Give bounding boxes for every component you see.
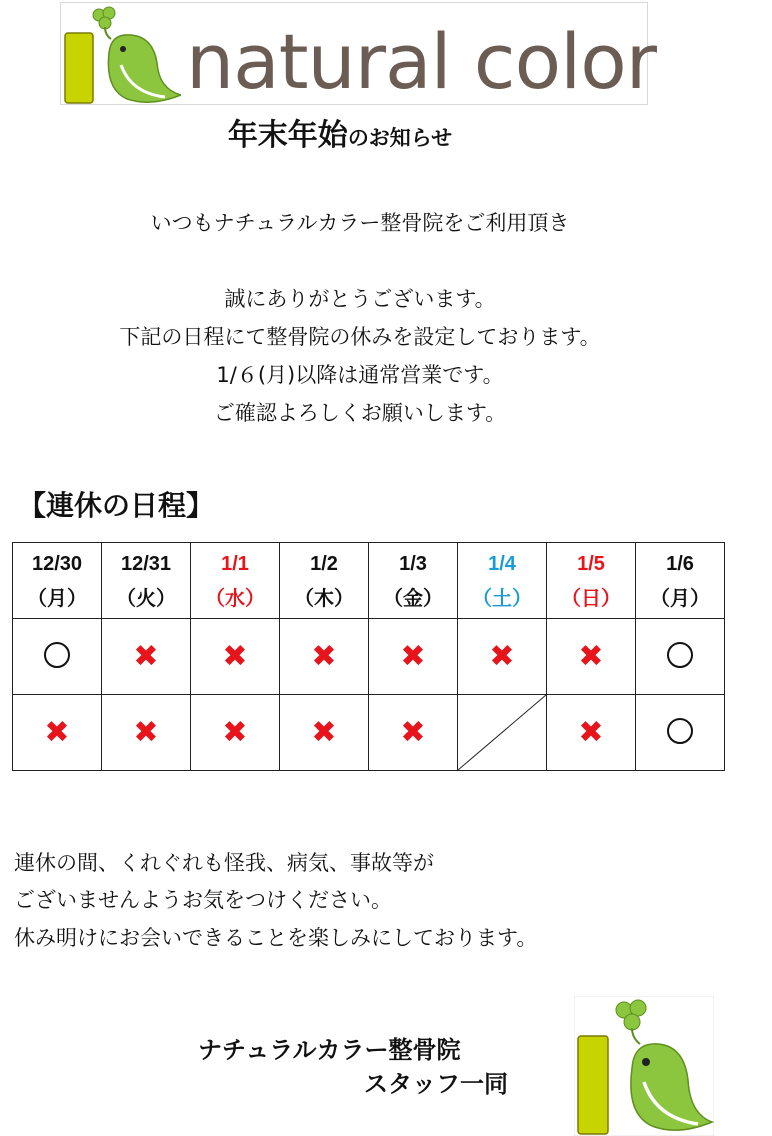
closed-x-icon: ✖ xyxy=(222,714,248,750)
schedule-cell xyxy=(547,619,636,695)
schedule-weekday: （金） xyxy=(383,585,443,610)
schedule-row xyxy=(13,695,725,771)
schedule-table xyxy=(12,542,725,771)
schedule-weekday: （日） xyxy=(561,585,621,610)
schedule-header-cell xyxy=(191,543,280,619)
closed-x-icon: ✖ xyxy=(578,638,604,674)
open-circle-icon xyxy=(667,642,693,668)
schedule-row xyxy=(13,619,725,695)
schedule-date: 1/4 xyxy=(488,552,516,575)
schedule-cell xyxy=(458,619,547,695)
message-line: ご確認よろしくお願いします。 xyxy=(213,401,507,425)
closed-x-icon: ✖ xyxy=(400,638,426,674)
schedule-weekday: （月） xyxy=(27,585,87,610)
closed-x-icon: ✖ xyxy=(222,638,248,674)
schedule-date: 12/31 xyxy=(120,552,172,575)
schedule-weekday: （水） xyxy=(205,585,265,610)
closed-x-icon: ✖ xyxy=(400,714,426,750)
closed-x-icon: ✖ xyxy=(133,714,159,750)
message-line: 下記の日程にて整骨院の休みを設定しております。 xyxy=(119,325,601,349)
closed-x-icon: ✖ xyxy=(133,638,159,674)
schedule-cell xyxy=(369,695,458,771)
closed-x-icon: ✖ xyxy=(311,714,337,750)
closed-x-icon: ✖ xyxy=(489,638,515,674)
schedule-cell xyxy=(102,619,191,695)
schedule-date: 1/1 xyxy=(221,552,249,575)
schedule-header-cell xyxy=(369,543,458,619)
schedule-cell xyxy=(191,695,280,771)
signature-clinic: ナチュラルカラー整骨院 xyxy=(198,1036,461,1064)
not-applicable-slash-icon xyxy=(458,695,546,770)
schedule-header-cell xyxy=(636,543,725,619)
title-main: 年末年始 xyxy=(227,118,348,153)
schedule-header-cell xyxy=(13,543,102,619)
page-title xyxy=(0,110,680,154)
schedule-weekday: （月） xyxy=(650,585,710,610)
schedule-cell xyxy=(636,619,725,695)
schedule-header-cell xyxy=(547,543,636,619)
closed-x-icon: ✖ xyxy=(311,638,337,674)
closed-x-icon: ✖ xyxy=(578,714,604,750)
schedule-header-cell xyxy=(280,543,369,619)
closing-line: ございませんようお気をつけください。 xyxy=(14,888,392,912)
schedule-cell xyxy=(458,695,547,771)
title-sub: のお知らせ xyxy=(347,126,453,150)
message-line: いつもナチュラルカラー整骨院をご利用頂き xyxy=(150,211,570,235)
signature-staff: スタッフ一同 xyxy=(364,1070,508,1098)
schedule-cell xyxy=(636,695,725,771)
schedule-cell xyxy=(13,619,102,695)
message-line: 誠にありがとうございます。 xyxy=(224,287,496,311)
schedule-weekday: （木） xyxy=(294,585,354,610)
open-circle-icon xyxy=(44,642,70,668)
header-logo xyxy=(60,2,656,106)
schedule-date: 12/30 xyxy=(31,552,83,575)
closing-line: 休み明けにお会いできることを楽しみにしております。 xyxy=(14,926,538,950)
schedule-date: 1/5 xyxy=(577,552,605,575)
bird-logo-small-icon xyxy=(574,996,714,1136)
schedule-date: 1/2 xyxy=(310,552,338,575)
schedule-cell xyxy=(13,695,102,771)
schedule-cell xyxy=(191,619,280,695)
bird-logo-icon xyxy=(61,3,181,106)
schedule-cell xyxy=(102,695,191,771)
schedule-header-row xyxy=(13,543,725,619)
closing-line: 連休の間、くれぐれも怪我、病気、事故等が xyxy=(14,851,434,875)
schedule-cell xyxy=(547,695,636,771)
closed-x-icon: ✖ xyxy=(44,714,70,750)
schedule-header-cell xyxy=(102,543,191,619)
message-line: 1/６(月)以降は通常営業です。 xyxy=(216,363,504,387)
section-heading: 【連休の日程】 xyxy=(18,489,215,522)
schedule-date: 1/6 xyxy=(666,552,694,575)
schedule-date: 1/3 xyxy=(399,552,427,575)
schedule-cell xyxy=(369,619,458,695)
schedule-cell xyxy=(280,695,369,771)
schedule-weekday: （火） xyxy=(116,585,176,610)
logo-wordmark: natural color xyxy=(186,17,656,106)
open-circle-icon xyxy=(667,718,693,744)
schedule-weekday: （土） xyxy=(472,585,532,610)
schedule-header-cell xyxy=(458,543,547,619)
schedule-cell xyxy=(280,619,369,695)
